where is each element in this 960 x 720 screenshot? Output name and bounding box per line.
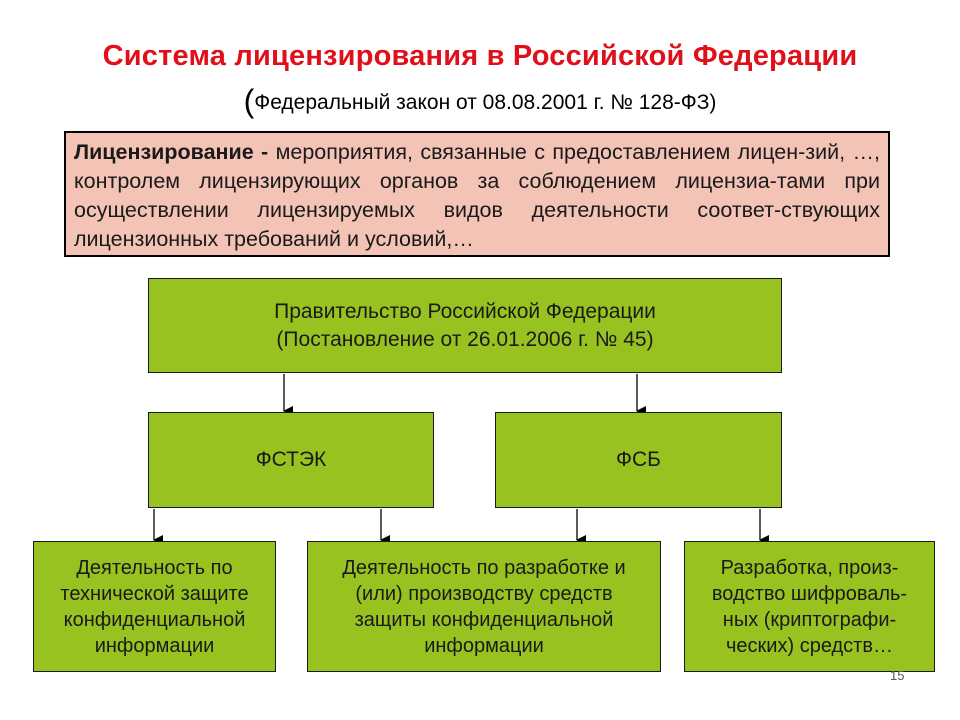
page-number: 15 <box>890 668 905 683</box>
activity-crypto-box <box>684 541 935 672</box>
government-decree: (Постановление от 26.01.2006 г. № 45) <box>276 327 654 351</box>
fsb-box <box>495 412 782 508</box>
government-name: Правительство Российской Федерации <box>274 299 656 323</box>
activity-technical-protection-box <box>33 541 276 672</box>
open-paren: ( <box>243 83 255 119</box>
law-reference-text: Федеральный закон от 08.08.2001 г. № 128-ФЗ) <box>254 91 717 114</box>
slide-title: Система лицензирования в Российской Федерации <box>102 40 858 72</box>
fstek-label: ФСТЭК <box>255 448 327 471</box>
activity-protection-means-label: Деятельность по разработке и (или) производству средств защиты конфиденциальной информации <box>342 556 626 657</box>
activity-protection-means-box <box>307 541 661 672</box>
definition-text: мероприятия, связанные с предоставлением лицен-зий, …, контролем лицензирующих органов за соблюдением лицензиа-тами при осуществлении лицензируемых видов деятельности соответ-ствующих лицензионных требований и условий,… <box>74 140 880 251</box>
activity-technical-protection-label: Деятельность по технической защите конфиденциальной информации <box>60 556 249 657</box>
fsb-label: ФСБ <box>616 448 661 471</box>
government-box <box>148 278 782 373</box>
definition-term: Лицензирование - <box>74 140 269 164</box>
activity-crypto-label: Разработка, произ-водство шифроваль-ных (криптографи-ческих) средств… <box>711 556 908 657</box>
fstek-box <box>148 412 434 508</box>
